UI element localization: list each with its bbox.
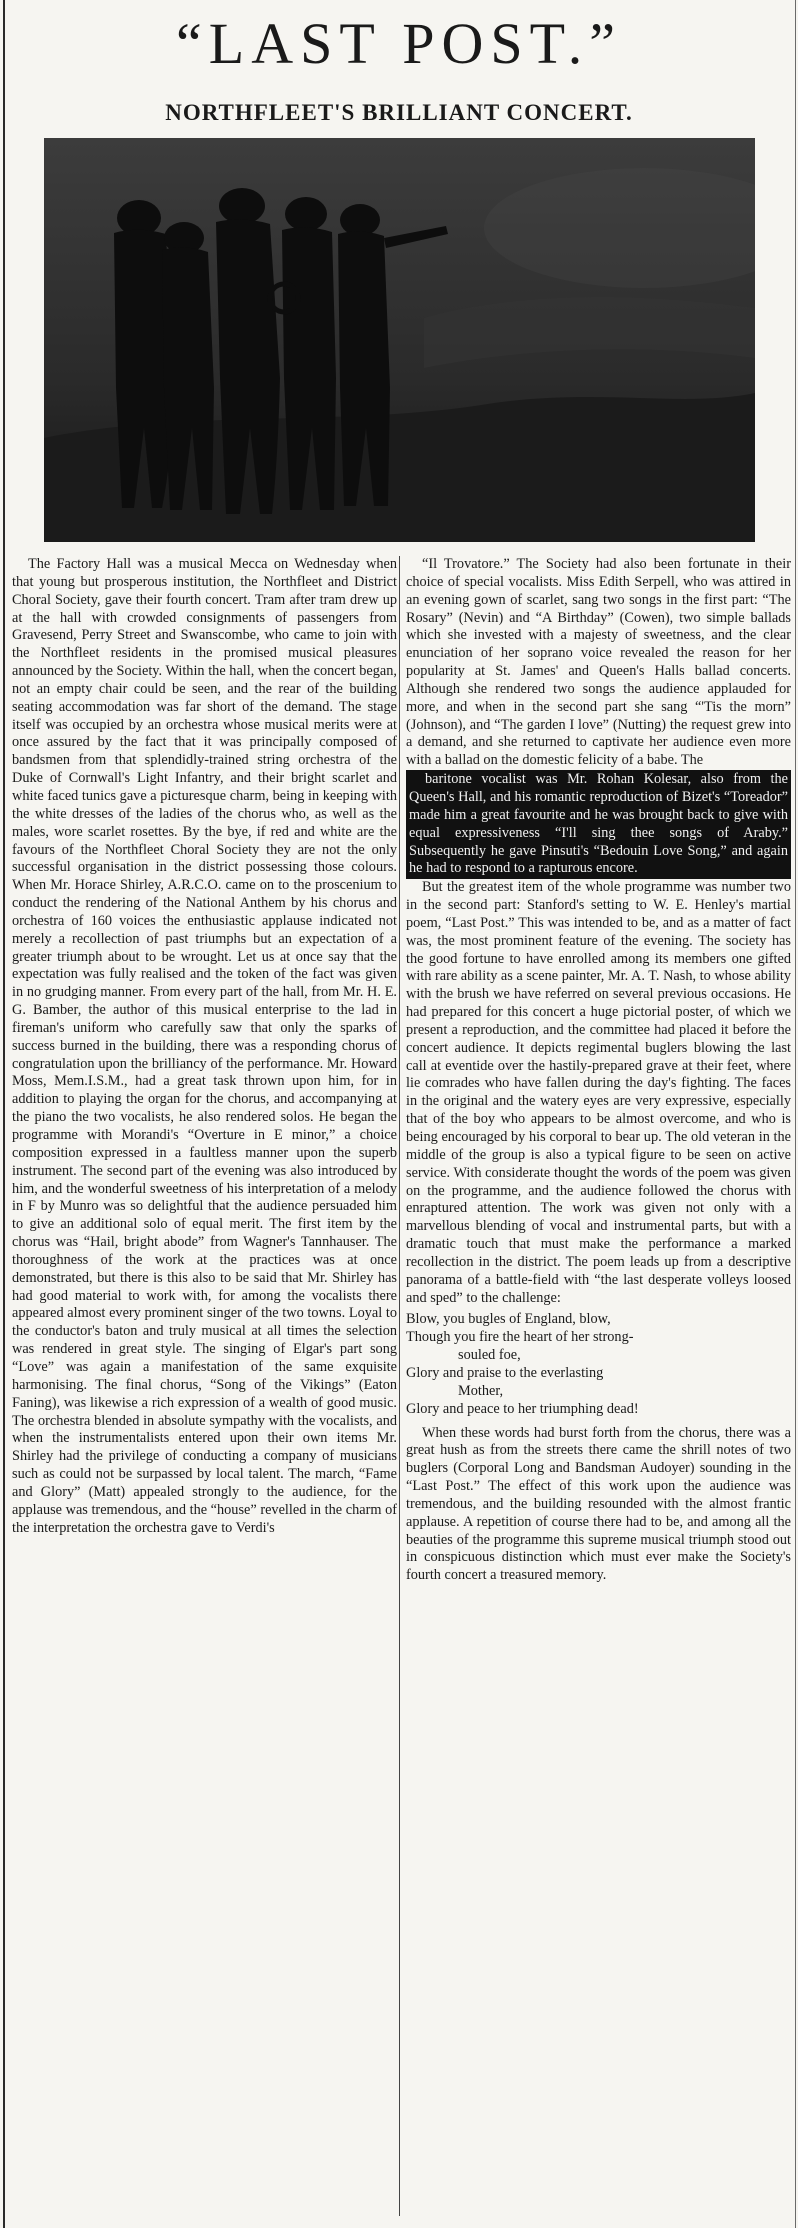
- column-divider: [399, 556, 400, 2216]
- paragraph-left-1: The Factory Hall was a musical Mecca on Wednesday when that young but prosperous institution, the Northfleet and District Choral Society, gave their fourth concert. Tram after tram drew up at the hall with crowded consignments of passengers from Gravesend, Perry Street and Swanscombe, who came to join with the Northfleet residents in the promised musical pleasures announced by the Society. Within the hall, when the concert began, not an empty chair could be seen, and the rear of the building seating accommodation was far short of the demand. The stage itself was occupied by an orchestra whose musical merits were at once assured by the fact that it was principally composed of bandsmen from that splendidly-trained string orchestra of the Duke of Cornwall's Light Infantry, and their bright scarlet and white faced tunics gave a picturesque charm, being in keeping with the white dresses of the ladies of the chorus who, as well as the males, wore scarlet rosettes. By the bye, if red and white are the favours of the Northfleet Choral Society they are not the only successful organisation in the district possessing those colours. When Mr. Horace Shirley, A.R.C.O. came on to the proscenium to conduct the rendering of the National Anthem by his chorus and orchestra of 160 voices the enthusiastic applause indicated not merely a recollection of past triumphs but an expectation of a greater triumph about to be wrought. Let us at once say that the expectation was fully realised and the token of the fact was given in no grudging manner. From every part of the hall, from Mr. H. E. G. Bamber, the author of this musical enterprise to the lad in fireman's uniform who carefully saw that only the sparks of success burned in the building, there was a responding chorus of congratulation upon the brilliancy of the performance. Mr. Howard Moss, Mem.I.S.M., had a great task thrown upon him, for in addition to playing the organ for the chorus, and accompanying at the piano the two vocalists, he also rendered solos. He began the programme with Morandi's “Overture in E minor,” a choice composition expressed in a faultless manner upon the superb instrument. The second part of the evening was also introduced by him, and the wonderful sweetness of his interpretation of a melody in F by Munro was so delightful that the audience persuaded him to give an additional solo of equal merit. The first item by the chorus was “Hail, bright abode” from Wagner's Tannhauser. The thoroughness of the work at the practices was at once demonstrated, but there is this also to be said that Mr. Shirley has had good material to work with, for among the vocalists there appeared almost every prominent singer of the two towns. Loyal to the conductor's baton and truly musical at all times the selection was rendered in great style. The singing of Elgar's part song “Love” was again a manifestation of the same exquisite harmonising. The final chorus, “Song of the Vikings” (Eaton Faning), was likewise a rich expression of a wealth of good music. The orchestra blended in absolute sympathy with the vocalists, and when the instrumentalists entered upon their own items Mr. Shirley had the privilege of conducting a company of musicians such as could not be surpassed by local talent. The march, “Fame and Glory” (Matt) appealed strongly to the audience, for the applause was tremendous, and the “house” revelled in the charm of the interpretation the orchestra gave to Verdi's: [12, 556, 397, 1536]
- paragraph-right-1: “Il Trovatore.” The Society had also been fortunate in their choice of special vocalists. Miss Edith Serpell, who was attired in an evening gown of scarlet, sang two songs in the first part: “The Rosary” (Nevin) and “A Birthday” (Cowen), two simple ballads which she invested with a majesty of sweetness, and the clear enunciation of her soprano voice revealed the reason for her popularity at St. James' and Queen's Halls ballad concerts. Although she rendered two songs the audience applauded for more, and when in the second part she sang “'Tis the morn” (Johnson), and “The garden I love” (Nutting) the request grew into a demand, and she returned to captivate her audience even more with a ballad on the domestic felicity of a babe. The: [406, 556, 791, 769]
- verse-line: Blow, you bugles of England, blow,: [406, 1311, 611, 1328]
- paragraph-right-3: When these words had burst forth from the chorus, there was a great hush as from the streets there came the shrill notes of two buglers (Corporal Long and Bandsman Audoyer) sounding in the “Last Post.” The effect of this work upon the audience was tremendous, and the building resounded with the almost frantic applause. A repetition of course there had to be, and among all the beauties of the programme this supreme musical triumph stood out in conspicuous distinction which must ever make the Society's fourth concert a treasured memory.: [406, 1424, 791, 1584]
- article-column-right: [406, 556, 791, 2222]
- paragraph-right-2: But the greatest item of the whole programme was number two in the second part: Stanford's setting to W. E. Henley's martial poem, “Last Post.” This was intended to be, and as a matter of fact was, the most prominent feature of the evening. The society has the good fortune to have enrolled among its members one gifted with rare ability as a scene painter, Mr. A. T. Nash, to whose ability with the brush we have referred on several previous occasions. He had prepared for this concert a huge pictorial poster, of which we present a reproduction, and the committee had placed it before the concert audience. It depicts regimental buglers blowing the last call at eventide over the hastily-prepared grave at their feet, where lie comrades who have fallen during the day's fighting. The faces in the original and the watery eyes are very expressive, especially that of the boy who appears to be almost overcome, and who is being encouraged by his corporal to bear up. The old veteran in the middle of the group is also a typical figure to be seen on active service. With considerate thought the words of the poem was given on the programme, and the audience followed the chorus with enraptured attention. The work was given not only with a marvellous blending of vocal and instrumental parts, but with a dramatic touch that must make the performance a marked recollection in the district. The poem leads up from a descriptive panorama of a battle-field with “the last desperate volleys loosed and sped” to the challenge:: [406, 879, 791, 1306]
- verse-line: Mother,: [458, 1382, 504, 1399]
- page-edge-right: [795, 0, 796, 2228]
- page-edge-left: [3, 0, 5, 2228]
- highlighted-paragraph: baritone vocalist was Mr. Rohan Kolesar, also from the Queen's Hall, and his romantic reproduction of Bizet's “Toreador” made him a great favourite and he was brought back to give with equal expressiveness “I'll sing thee songs of Araby.” Subsequently he gave Pinsuti's “Bedouin Love Song,” and again he had to respond to a rapturous encore.: [406, 770, 791, 879]
- verse-line: Glory and praise to the everlasting: [406, 1364, 604, 1381]
- poem-verse: [406, 1311, 791, 1418]
- article-column-left: [12, 556, 397, 2222]
- buglers-silhouette-icon: [44, 138, 755, 542]
- verse-line: souled foe,: [458, 1347, 521, 1364]
- buglers-photo: [44, 138, 755, 542]
- headline: “LAST POST.”: [176, 11, 622, 76]
- verse-line: Though you fire the heart of her strong-: [406, 1329, 634, 1346]
- subheadline: NORTHFLEET'S BRILLIANT CONCERT.: [165, 100, 633, 125]
- verse-line: Glory and peace to her triumphing dead!: [406, 1400, 639, 1417]
